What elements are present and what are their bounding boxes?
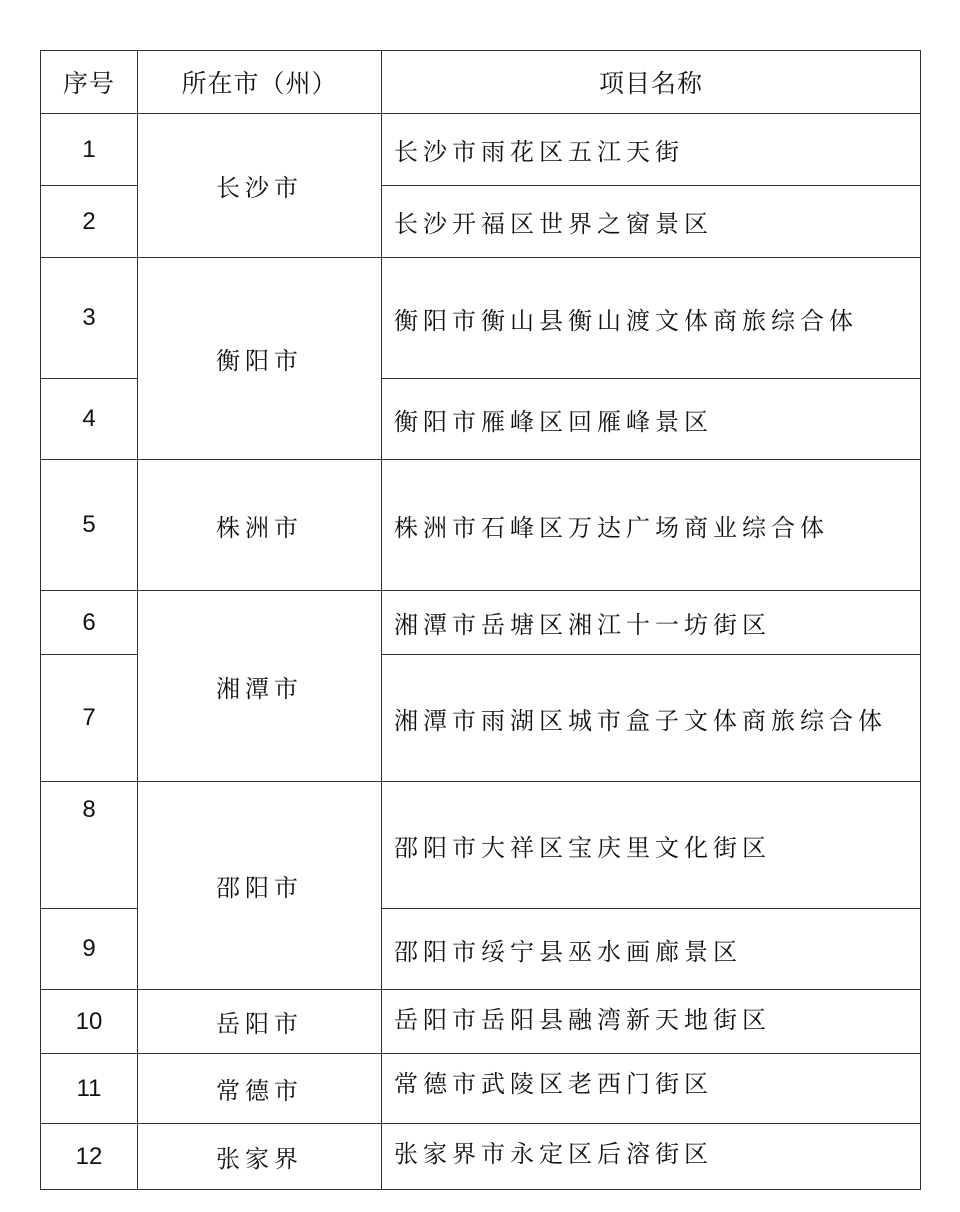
- header-city: 所在市（州）: [138, 51, 382, 114]
- table-row: [41, 591, 921, 655]
- row-number: 10: [41, 990, 138, 1054]
- table-row: [41, 990, 921, 1054]
- row-number: 3: [41, 258, 138, 379]
- row-city: 张家界: [138, 1124, 382, 1190]
- row-project: 湘潭市岳塘区湘江十一坊街区: [382, 591, 921, 655]
- row-city: 常德市: [138, 1054, 382, 1124]
- row-project: 邵阳市大祥区宝庆里文化街区: [382, 782, 921, 909]
- project-table: [40, 50, 921, 1190]
- row-number: 4: [41, 379, 138, 460]
- table-row: [41, 1124, 921, 1190]
- project-table-container: [40, 50, 920, 1190]
- table-row: [41, 460, 921, 591]
- row-project: 株洲市石峰区万达广场商业综合体: [382, 460, 921, 591]
- row-project: 衡阳市雁峰区回雁峰景区: [382, 379, 921, 460]
- row-project: 长沙市雨花区五江天街: [382, 114, 921, 186]
- table-row: [41, 1054, 921, 1124]
- row-project: 常德市武陵区老西门街区: [382, 1054, 921, 1124]
- row-number: 11: [41, 1054, 138, 1124]
- row-city: 衡阳市: [138, 258, 382, 460]
- row-number: 9: [41, 909, 138, 990]
- table-row: [41, 258, 921, 379]
- row-number: 1: [41, 114, 138, 186]
- row-number: 6: [41, 591, 138, 655]
- header-seq: 序号: [41, 51, 138, 114]
- row-number: 2: [41, 186, 138, 258]
- row-city: 株洲市: [138, 460, 382, 591]
- row-city: 岳阳市: [138, 990, 382, 1054]
- row-number: 12: [41, 1124, 138, 1190]
- row-project: 衡阳市衡山县衡山渡文体商旅综合体: [382, 258, 921, 379]
- row-project: 长沙开福区世界之窗景区: [382, 186, 921, 258]
- table-row: [41, 782, 921, 909]
- table-row: [41, 114, 921, 186]
- row-city: 湘潭市: [138, 591, 382, 782]
- row-number: 5: [41, 460, 138, 591]
- header-project: 项目名称: [382, 51, 921, 114]
- row-project: 湘潭市雨湖区城市盒子文体商旅综合体: [382, 655, 921, 782]
- row-city: 邵阳市: [138, 782, 382, 990]
- row-number: 8: [41, 782, 138, 909]
- row-project: 邵阳市绥宁县巫水画廊景区: [382, 909, 921, 990]
- row-city: 长沙市: [138, 114, 382, 258]
- row-project: 岳阳市岳阳县融湾新天地街区: [382, 990, 921, 1054]
- row-number: 7: [41, 655, 138, 782]
- row-project: 张家界市永定区后溶街区: [382, 1124, 921, 1190]
- table-header-row: [41, 51, 921, 114]
